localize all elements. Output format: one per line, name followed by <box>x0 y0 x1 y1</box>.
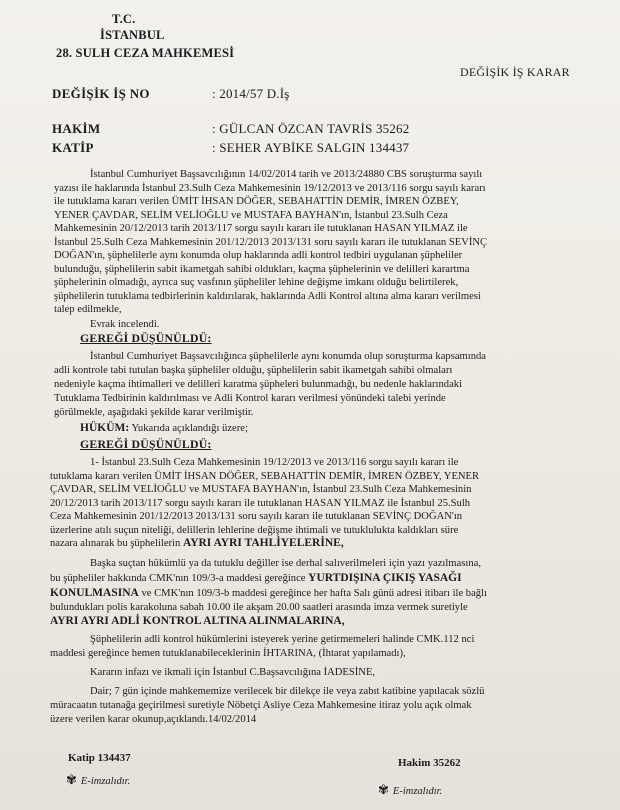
ruling-line: Şüphelilerin adli kontrol hükümlerini isteyerek yerine getirmemeleri halinde CMK.112 nci <box>90 634 475 645</box>
field-label-clerk: KATİP <box>52 140 94 155</box>
intro-line: yazısı ile haklarında İstanbul 23.Sulh Ceza Mahkemesinin 19/12/2013 ve 2013/116 sorgu sayılı kararı <box>54 182 486 194</box>
judge-signature-label: Hakim 35262 <box>398 757 461 769</box>
hukum-label: HÜKÜM: <box>80 422 130 434</box>
ruling-line: 1- İstanbul 23.Sulh Ceza Mahkemesinin 19/12/2013 ve 2013/116 sorgu sayılı kararı ile <box>90 457 459 468</box>
ruling-2-adli-kontrol: AYRI AYRI ADLİ KONTROL ALTINA ALINMALARINA, <box>50 615 345 627</box>
reason-line: adli kontrole tabi tutulan başka şüpheliler olduğu, şüphelilerin sabit ikametgah sahibi olmaları <box>54 365 453 376</box>
ruling-line: ÇAVDAR, SELİM VELİOĞLU ve MUSTAFA BAYHAN'ın, İstanbul 23.Sulh Ceza Mahkemesinin <box>50 484 472 495</box>
ruling-line-with-bold <box>50 572 462 585</box>
clerk-esig <box>66 771 130 789</box>
ruling-line-with-bold <box>50 587 487 600</box>
ruling-2-rest: ve CMK'nın 109/3-b maddesi gereğince her hafta Salı günü adresi itibarı ile bağlı <box>138 588 487 599</box>
ruling-line: tutuklama kararı verilen ÜMİT İHSAN DÖĞER, SEBAHATTİN DEMİR, İMREN ÖZBEY, YENER <box>50 470 480 482</box>
intro-line: DOĞAN'ın, şüphelilerle aynı konumda olup haklarında adli kontrol tedbiri uygulanan şüpheliler <box>54 250 463 261</box>
ruling-line-last <box>50 537 344 550</box>
intro-line: şüphelerinin olmadığı, ayrıca suç vasfının şüpheliler lehine değişme imkanı olduğu belirtilerek, <box>54 277 459 288</box>
ruling-2-text: bu şüpheliler hakkında CMK'nın 109/3-a maddesi gereğince <box>50 573 306 584</box>
appeal-line: Dair; 7 gün içinde mahkememize verilecek bir dilekçe ile veya zabıt katibine yapılacak sözlü <box>90 686 485 697</box>
ruling-line: 20/12/2013 tarih 2013/117 sorgu sayılı kararı ile tutuklanan HASAN YILMAZ ile İstanbul 25.Sulh <box>50 497 471 509</box>
ruling-2-travel-ban: YURTDIŞINA ÇIKIŞ YASAĞI <box>308 572 462 584</box>
judge-esig-text: E-imzalıdır. <box>392 786 443 797</box>
clerk-signature-label: Katip 134437 <box>68 752 131 764</box>
header-court: 28. SULH CEZA MAHKEMESİ <box>56 46 235 60</box>
ruling-line: bulundukları polis karakoluna sabah 10.00 ile akşam 20.00 saatleri arasında imza vermek suretiyle <box>50 602 468 613</box>
header-tc: T.C. <box>112 12 136 26</box>
reason-line: Tutuklama Tedbirinin kaldırılması ve Adli Kontrol kararı verilmesi yönündeki talebi yerinde <box>54 393 446 404</box>
intro-line: bulunduğu, şüphelilerin sabit ikametgah sahibi oldukları, kaçma şüphelerinin ve delilleri karartma <box>54 263 470 275</box>
reason-line: İstanbul Cumhuriyet Başsavcılığınca şüphelilerle aynı konumda olup soruşturma kapsamında <box>90 351 487 362</box>
seal-icon: ✾ <box>66 772 77 787</box>
hukum-row <box>80 422 248 435</box>
judge-esig <box>378 781 442 799</box>
hukum-text: Yukarıda açıklandığı üzere; <box>129 423 248 434</box>
ruling-line: üzerlerine atılı suçun niteliği, delillerin lehlerine değişme ihtimali ve tutuklulukta kaldıkları süre <box>50 524 459 536</box>
heading-gereği-1: GEREĞİ DÜŞÜNÜLDÜ: <box>80 331 212 345</box>
appeal-line: müracaatın tutanağa geçirilmesi suretiyle Nöbetçi Asliye Ceza Mahkemesine itiraz yolu açık olmak <box>50 700 472 711</box>
ruling-1-pre: nazara alınarak bu şüphelilerin <box>50 538 183 549</box>
intro-line: şüphelilerin tutuklama tedbirlerinin kaldırılarak, haklarında Adli Kontrol altına alma kararı verilmesi <box>54 290 481 302</box>
appeal-line: üzere verilen karar okunup,açıklandı.14/02/2014 <box>50 714 257 725</box>
evrak-text: Evrak incelendi. <box>90 319 160 330</box>
intro-line: İstanbul Cumhuriyet Başsavcılığının 14/02/2014 tarih ve 2013/24880 CBS soruşturma sayılı <box>90 169 483 180</box>
field-value-case-no: : 2014/57 D.İş <box>212 86 290 101</box>
ruling-1-bold: AYRI AYRI TAHLİYELERİNE, <box>182 537 344 549</box>
seal-icon: ✾ <box>378 782 389 797</box>
intro-line: ile tutuklama kararı verilen ÜMİT İHSAN DÖĞER, SEBAHATTİN DEMİR, İMREN ÖZBEY, <box>54 196 459 207</box>
intro-line: YENER ÇAVDAR, SELİM VELİOĞLU ve MUSTAFA BAYHAN'ın, İstanbul 23.Sulh Ceza <box>54 209 448 221</box>
field-value-clerk: : SEHER AYBİKE SALGIN 134437 <box>212 140 410 155</box>
ruling-line: maddesi gereğince hemen tutuklanabileceklerinin İHTARINA, (İhtarat yapılamadı), <box>50 648 406 659</box>
header-city: İSTANBUL <box>100 28 165 42</box>
ruling-2-konulmasina: KONULMASINA <box>50 587 139 599</box>
field-label-case-no: DEĞİŞİK İŞ NO <box>52 86 150 101</box>
ruling-line: Ceza Mahkemesinin 201/12/2013 2013/131 soru sayılı kararı ile tutuklanan SEVİNÇ DOĞAN'ın <box>50 511 463 522</box>
ruling-line: Başka suçtan hükümlü ya da tutuklu değiller ise derhal salıverilmeleri için yazı yazılmasına, <box>90 558 481 569</box>
heading-gereği-2: GEREĞİ DÜŞÜNÜLDÜ: <box>80 437 212 451</box>
field-value-judge: : GÜLCAN ÖZCAN TAVRİS 35262 <box>212 121 410 136</box>
intro-line: Mahkemesinin 20/12/2013 tarih 2013/117 sorgu sayılı kararı ile tutuklanan HASAN YILMAZ ile <box>54 223 468 234</box>
ruling-4: Kararın infazı ve ikmali için İstanbul C.Başsavcılığına İADESİNE, <box>90 667 376 678</box>
decision-type: DEĞİŞİK İŞ KARAR <box>460 65 570 79</box>
reason-line: nedeniyle kaçma ihtimalleri ve delilleri karatma şüpheleri bulunmadığı, bu nedenle haklarındaki <box>54 379 463 390</box>
field-label-judge: HAKİM <box>52 121 101 136</box>
intro-line: talep edilmekle, <box>54 304 122 315</box>
intro-line: İstanbul 25.Sulh Ceza Mahkemesinin 201/12/2013 2013/131 soru sayılı kararı ile tutuklanan SEVİNÇ <box>54 236 488 248</box>
reason-line: görülmekle, aşağıdaki şekilde karar verilmiştir. <box>54 407 254 418</box>
clerk-esig-text: E-imzalıdır. <box>80 776 131 787</box>
